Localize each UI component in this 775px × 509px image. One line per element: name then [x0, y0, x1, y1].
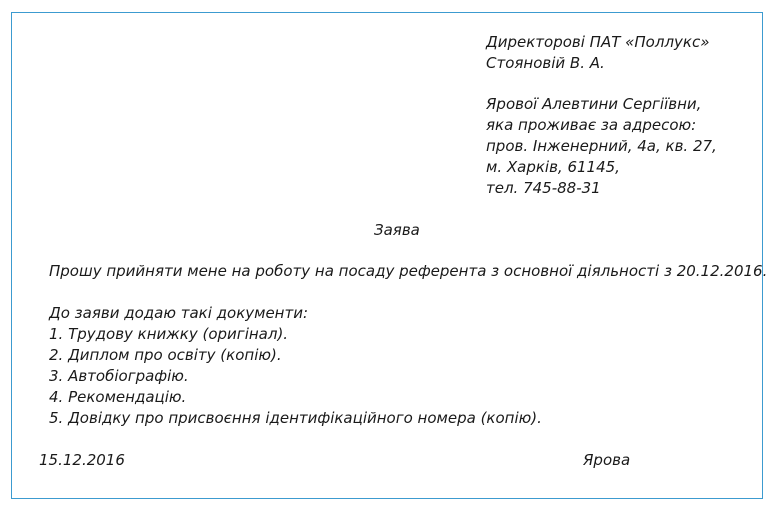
sender-line: м. Харків, 61145, — [486, 158, 620, 176]
addressee-line: Директорові ПАТ «Поллукс» — [486, 33, 710, 51]
documents-list — [49, 303, 542, 429]
sender-block — [486, 94, 717, 199]
sender-line: пров. Інженерний, 4а, кв. 27, — [486, 137, 717, 155]
sender-line: тел. 745-88-31 — [486, 179, 601, 197]
application-document — [11, 12, 768, 499]
list-item: 4. Рекомендацію. — [49, 388, 187, 406]
document-title: Заява — [374, 221, 420, 239]
list-item: 5. Довідку про присвоєння ідентифікаційного номера (копію). — [49, 409, 542, 427]
addressee-line: Стояновій В. А. — [486, 54, 605, 72]
addressee-block — [486, 32, 709, 74]
list-item: 1. Трудову книжку (оригінал). — [49, 325, 289, 343]
list-item: 3. Автобіографію. — [49, 367, 189, 385]
application-date: 15.12.2016 — [39, 451, 125, 469]
signature: Ярова — [583, 451, 631, 469]
sender-line: яка проживає за адресою: — [486, 116, 697, 134]
request-text: Прошу прийняти мене на роботу на посаду референта з основної діяльності з 20.12.2016. — [49, 262, 768, 280]
list-item: 2. Диплом про освіту (копію). — [49, 346, 282, 364]
sender-line: Ярової Алевтини Сергіївни, — [486, 95, 702, 113]
documents-intro: До заяви додаю такі документи: — [49, 304, 309, 322]
